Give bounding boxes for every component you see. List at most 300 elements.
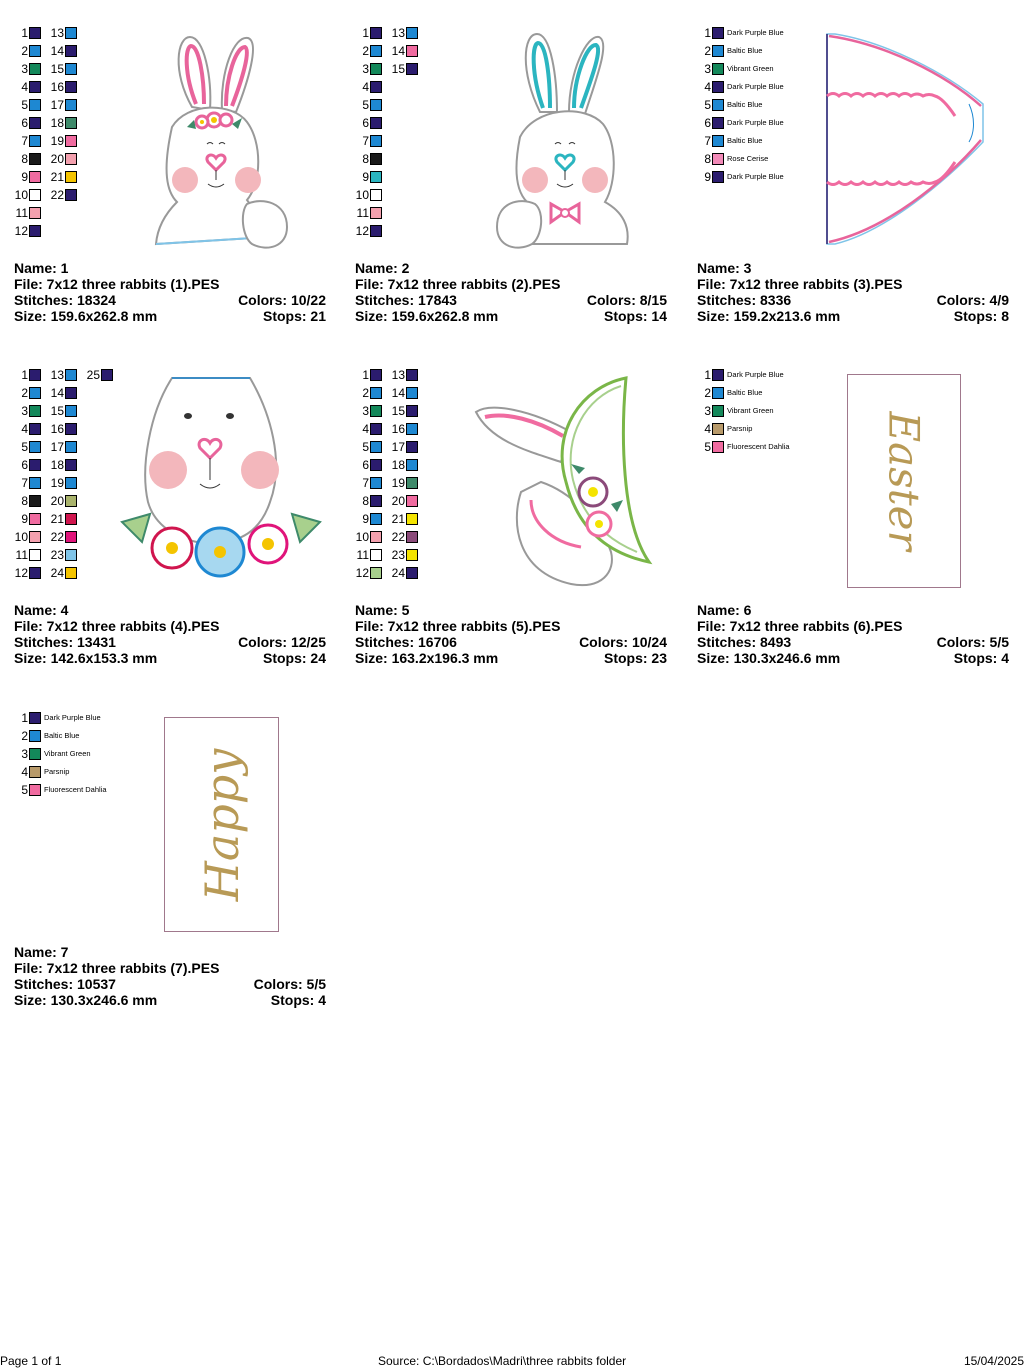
color-swatch-row bbox=[50, 134, 77, 148]
color-swatch bbox=[406, 441, 418, 453]
color-swatch bbox=[712, 405, 724, 417]
color-swatch bbox=[406, 477, 418, 489]
color-swatch bbox=[406, 405, 418, 417]
color-swatch-row bbox=[50, 422, 77, 436]
color-swatch bbox=[370, 441, 382, 453]
color-swatch bbox=[29, 225, 41, 237]
color-swatch-row bbox=[355, 206, 382, 220]
color-index: 5 bbox=[362, 440, 369, 454]
color-index: 4 bbox=[21, 422, 28, 436]
color-swatch bbox=[29, 369, 41, 381]
color-swatch-row bbox=[14, 711, 101, 725]
color-swatch bbox=[29, 730, 41, 742]
color-swatch bbox=[29, 117, 41, 129]
color-index: 10 bbox=[355, 188, 369, 202]
color-swatch bbox=[65, 27, 77, 39]
color-swatch-row bbox=[14, 765, 69, 779]
color-index: 3 bbox=[704, 404, 711, 418]
color-swatch-row bbox=[50, 152, 77, 166]
color-index: 15 bbox=[391, 62, 405, 76]
color-swatch bbox=[65, 531, 77, 543]
design-name: Name: 3 bbox=[697, 260, 752, 276]
color-index: 6 bbox=[21, 458, 28, 472]
color-swatch bbox=[370, 531, 382, 543]
color-swatch bbox=[65, 153, 77, 165]
color-swatch bbox=[65, 549, 77, 561]
color-swatch bbox=[65, 423, 77, 435]
design-size: Size: 142.6x153.3 mm bbox=[14, 650, 158, 666]
design-stitches: Stitches: 16706 bbox=[355, 634, 457, 650]
color-swatch-row bbox=[50, 458, 77, 472]
design-file: File: 7x12 three rabbits (2).PES bbox=[355, 276, 561, 292]
rabbit-1-image bbox=[152, 32, 292, 252]
color-index: 7 bbox=[704, 134, 711, 148]
thread-name: Vibrant Green bbox=[44, 749, 91, 758]
design-name: Name: 2 bbox=[355, 260, 410, 276]
design-colors: Colors: 8/15 bbox=[586, 292, 667, 308]
easter-script-text: Easter bbox=[879, 411, 929, 551]
page-number: Page 1 of 1 bbox=[0, 1354, 62, 1368]
color-swatch bbox=[712, 45, 724, 57]
design-colors: Colors: 10/24 bbox=[579, 634, 667, 650]
color-index: 22 bbox=[50, 530, 64, 544]
color-index: 24 bbox=[391, 566, 405, 580]
color-swatch-row bbox=[14, 512, 41, 526]
color-swatch bbox=[370, 549, 382, 561]
color-index: 7 bbox=[21, 476, 28, 490]
color-index: 8 bbox=[21, 494, 28, 508]
color-swatch-row bbox=[697, 116, 784, 130]
color-swatch-row bbox=[14, 44, 41, 58]
design-file: File: 7x12 three rabbits (7).PES bbox=[14, 960, 220, 976]
color-swatch bbox=[65, 81, 77, 93]
color-index: 16 bbox=[391, 422, 405, 436]
color-index: 1 bbox=[21, 711, 28, 725]
color-index: 11 bbox=[15, 206, 28, 220]
color-swatch bbox=[65, 99, 77, 111]
color-swatch bbox=[29, 459, 41, 471]
color-swatch-row bbox=[355, 476, 382, 490]
design-stops: Stops: 23 bbox=[603, 650, 667, 666]
rabbit-face-flowers-image bbox=[120, 372, 324, 592]
design-stops: Stops: 21 bbox=[262, 308, 326, 324]
color-index: 19 bbox=[50, 134, 64, 148]
color-swatch bbox=[65, 567, 77, 579]
color-index: 11 bbox=[356, 548, 369, 562]
color-swatch-row bbox=[355, 170, 382, 184]
color-index: 4 bbox=[362, 80, 369, 94]
color-swatch-row bbox=[14, 494, 41, 508]
design-card-2 bbox=[355, 26, 675, 356]
thread-name: Baltic Blue bbox=[727, 388, 763, 397]
color-index: 11 bbox=[356, 206, 369, 220]
thread-name: Dark Purple Blue bbox=[44, 713, 101, 722]
design-size: Size: 159.2x213.6 mm bbox=[697, 308, 841, 324]
rabbit-2-image bbox=[495, 32, 635, 252]
color-index: 4 bbox=[704, 422, 711, 436]
color-swatch bbox=[370, 477, 382, 489]
color-index: 5 bbox=[21, 440, 28, 454]
color-swatch-row bbox=[391, 458, 418, 472]
color-swatch-row bbox=[697, 80, 784, 94]
color-index: 2 bbox=[21, 44, 28, 58]
color-swatch-row bbox=[14, 206, 41, 220]
color-swatch-row bbox=[697, 134, 762, 148]
color-index: 21 bbox=[50, 512, 64, 526]
color-swatch bbox=[370, 171, 382, 183]
color-swatch bbox=[101, 369, 113, 381]
color-swatch-row bbox=[355, 440, 382, 454]
design-info bbox=[355, 602, 667, 666]
color-swatch bbox=[65, 63, 77, 75]
color-swatch bbox=[65, 369, 77, 381]
design-size: Size: 130.3x246.6 mm bbox=[697, 650, 841, 666]
color-swatch-row bbox=[50, 548, 77, 562]
color-swatch bbox=[370, 99, 382, 111]
color-swatch-row bbox=[697, 26, 784, 40]
color-index: 14 bbox=[50, 44, 64, 58]
color-swatch-row bbox=[697, 440, 790, 454]
color-index: 2 bbox=[704, 386, 711, 400]
color-swatch bbox=[65, 135, 77, 147]
thread-name: Baltic Blue bbox=[727, 46, 763, 55]
color-index: 22 bbox=[50, 188, 64, 202]
color-swatch-row bbox=[14, 729, 79, 743]
color-swatch-row bbox=[14, 224, 41, 238]
color-swatch bbox=[29, 441, 41, 453]
color-index: 13 bbox=[50, 26, 64, 40]
design-card-5 bbox=[355, 368, 675, 698]
color-swatch-row bbox=[391, 404, 418, 418]
color-index: 3 bbox=[362, 404, 369, 418]
design-info bbox=[697, 602, 1009, 666]
color-swatch bbox=[712, 63, 724, 75]
color-swatch bbox=[29, 531, 41, 543]
color-swatch-row bbox=[14, 134, 41, 148]
color-swatch-row bbox=[697, 422, 752, 436]
color-swatch bbox=[65, 405, 77, 417]
color-swatch bbox=[406, 549, 418, 561]
design-stops: Stops: 4 bbox=[953, 650, 1009, 666]
color-swatch-row bbox=[697, 152, 768, 166]
color-swatch-row bbox=[14, 170, 41, 184]
color-swatch bbox=[370, 81, 382, 93]
color-swatch-row bbox=[355, 152, 382, 166]
color-swatch-row bbox=[50, 494, 77, 508]
color-index: 21 bbox=[391, 512, 405, 526]
color-index: 9 bbox=[362, 170, 369, 184]
color-index: 24 bbox=[50, 566, 64, 580]
color-swatch-row bbox=[50, 98, 77, 112]
color-swatch bbox=[712, 135, 724, 147]
design-size: Size: 159.6x262.8 mm bbox=[355, 308, 499, 324]
color-swatch-row bbox=[697, 98, 762, 112]
color-swatch bbox=[370, 189, 382, 201]
design-file: File: 7x12 three rabbits (4).PES bbox=[14, 618, 220, 634]
color-index: 12 bbox=[355, 566, 369, 580]
design-file: File: 7x12 three rabbits (6).PES bbox=[697, 618, 903, 634]
color-swatch bbox=[712, 387, 724, 399]
color-index: 5 bbox=[362, 98, 369, 112]
color-swatch-row bbox=[391, 62, 418, 76]
color-swatch-row bbox=[14, 80, 41, 94]
color-swatch-row bbox=[14, 548, 41, 562]
color-swatch bbox=[712, 369, 724, 381]
color-swatch bbox=[65, 459, 77, 471]
color-swatch bbox=[29, 423, 41, 435]
color-swatch-row bbox=[391, 512, 418, 526]
color-swatch bbox=[406, 495, 418, 507]
color-swatch bbox=[406, 423, 418, 435]
color-index: 14 bbox=[50, 386, 64, 400]
color-swatch bbox=[712, 117, 724, 129]
color-index: 23 bbox=[50, 548, 64, 562]
color-index: 8 bbox=[362, 494, 369, 508]
thread-name: Vibrant Green bbox=[727, 406, 774, 415]
color-swatch-row bbox=[14, 476, 41, 490]
color-index: 15 bbox=[391, 404, 405, 418]
design-size: Size: 163.2x196.3 mm bbox=[355, 650, 499, 666]
color-swatch bbox=[29, 45, 41, 57]
color-index: 1 bbox=[362, 368, 369, 382]
design-info bbox=[14, 944, 326, 1008]
design-file: File: 7x12 three rabbits (1).PES bbox=[14, 276, 220, 292]
design-colors: Colors: 5/5 bbox=[936, 634, 1009, 650]
color-index: 5 bbox=[704, 440, 711, 454]
color-swatch bbox=[370, 387, 382, 399]
design-name: Name: 7 bbox=[14, 944, 69, 960]
color-index: 19 bbox=[50, 476, 64, 490]
color-swatch-row bbox=[14, 422, 41, 436]
color-swatch bbox=[370, 495, 382, 507]
color-swatch-row bbox=[697, 404, 774, 418]
color-swatch bbox=[370, 63, 382, 75]
color-swatch-row bbox=[14, 368, 41, 382]
color-index: 6 bbox=[21, 116, 28, 130]
color-swatch bbox=[65, 513, 77, 525]
color-index: 25 bbox=[86, 368, 100, 382]
color-swatch bbox=[29, 549, 41, 561]
color-swatch-row bbox=[14, 458, 41, 472]
color-index: 9 bbox=[362, 512, 369, 526]
color-swatch-row bbox=[50, 170, 77, 184]
color-swatch bbox=[29, 27, 41, 39]
color-index: 16 bbox=[50, 422, 64, 436]
color-swatch-row bbox=[391, 422, 418, 436]
color-swatch bbox=[370, 225, 382, 237]
design-stitches: Stitches: 18324 bbox=[14, 292, 116, 308]
color-index: 15 bbox=[50, 62, 64, 76]
color-index: 7 bbox=[362, 476, 369, 490]
color-swatch-row bbox=[391, 566, 418, 580]
color-swatch bbox=[29, 495, 41, 507]
color-swatch bbox=[712, 99, 724, 111]
color-swatch bbox=[29, 748, 41, 760]
color-swatch-row bbox=[14, 440, 41, 454]
color-index: 6 bbox=[704, 116, 711, 130]
design-info bbox=[14, 260, 326, 324]
color-swatch-row bbox=[697, 386, 762, 400]
color-swatch-row bbox=[50, 26, 77, 40]
color-swatch-row bbox=[697, 368, 784, 382]
design-stops: Stops: 14 bbox=[603, 308, 667, 324]
thread-name: Dark Purple Blue bbox=[727, 118, 784, 127]
color-swatch-row bbox=[355, 566, 382, 580]
color-index: 14 bbox=[391, 386, 405, 400]
color-swatch-row bbox=[14, 566, 41, 580]
color-index: 1 bbox=[362, 26, 369, 40]
color-swatch-row bbox=[391, 476, 418, 490]
color-swatch-row bbox=[50, 44, 77, 58]
design-name: Name: 4 bbox=[14, 602, 69, 618]
color-index: 18 bbox=[50, 116, 64, 130]
color-swatch bbox=[406, 27, 418, 39]
design-info bbox=[14, 602, 326, 666]
design-card-6 bbox=[697, 368, 1017, 698]
color-index: 9 bbox=[704, 170, 711, 184]
color-swatch bbox=[65, 171, 77, 183]
rabbit-ears-hat-image bbox=[471, 372, 661, 592]
color-index: 17 bbox=[50, 440, 64, 454]
color-index: 10 bbox=[14, 530, 28, 544]
color-swatch bbox=[29, 387, 41, 399]
color-swatch bbox=[65, 189, 77, 201]
color-swatch bbox=[712, 27, 724, 39]
color-index: 1 bbox=[704, 26, 711, 40]
color-index: 20 bbox=[391, 494, 405, 508]
color-swatch bbox=[370, 405, 382, 417]
design-stitches: Stitches: 10537 bbox=[14, 976, 116, 992]
color-swatch-row bbox=[50, 530, 77, 544]
color-swatch bbox=[370, 153, 382, 165]
color-swatch bbox=[29, 153, 41, 165]
color-swatch-row bbox=[50, 512, 77, 526]
color-swatch-row bbox=[355, 548, 382, 562]
color-swatch bbox=[29, 477, 41, 489]
color-index: 4 bbox=[704, 80, 711, 94]
color-swatch-row bbox=[391, 386, 418, 400]
color-swatch-row bbox=[14, 188, 41, 202]
color-index: 18 bbox=[391, 458, 405, 472]
color-swatch-row bbox=[355, 512, 382, 526]
color-swatch-row bbox=[355, 386, 382, 400]
color-swatch-row bbox=[50, 566, 77, 580]
color-swatch-row bbox=[50, 116, 77, 130]
color-swatch bbox=[29, 405, 41, 417]
design-stops: Stops: 24 bbox=[262, 650, 326, 666]
color-index: 6 bbox=[362, 458, 369, 472]
color-swatch bbox=[712, 423, 724, 435]
color-swatch-row bbox=[355, 494, 382, 508]
color-swatch-row bbox=[50, 404, 77, 418]
design-size: Size: 130.3x246.6 mm bbox=[14, 992, 158, 1008]
color-index: 7 bbox=[21, 134, 28, 148]
color-index: 3 bbox=[704, 62, 711, 76]
color-index: 14 bbox=[391, 44, 405, 58]
color-swatch-row bbox=[355, 116, 382, 130]
color-swatch bbox=[406, 45, 418, 57]
color-index: 2 bbox=[21, 729, 28, 743]
color-swatch-row bbox=[355, 404, 382, 418]
color-index: 9 bbox=[21, 512, 28, 526]
color-index: 12 bbox=[14, 566, 28, 580]
color-swatch bbox=[712, 441, 724, 453]
color-swatch bbox=[65, 441, 77, 453]
color-swatch bbox=[406, 567, 418, 579]
color-swatch bbox=[370, 27, 382, 39]
color-swatch-row bbox=[391, 368, 418, 382]
color-index: 13 bbox=[391, 26, 405, 40]
design-card-1 bbox=[14, 26, 334, 356]
print-date: 15/04/2025 bbox=[963, 1354, 1024, 1368]
color-swatch bbox=[29, 207, 41, 219]
design-file: File: 7x12 three rabbits (5).PES bbox=[355, 618, 561, 634]
color-swatch bbox=[29, 189, 41, 201]
color-index: 15 bbox=[50, 404, 64, 418]
color-index: 1 bbox=[704, 368, 711, 382]
egg-half-image bbox=[825, 32, 987, 246]
color-swatch-row bbox=[14, 98, 41, 112]
color-swatch-row bbox=[355, 26, 382, 40]
color-index: 23 bbox=[391, 548, 405, 562]
color-swatch-row bbox=[391, 530, 418, 544]
color-swatch bbox=[712, 171, 724, 183]
thread-name: Dark Purple Blue bbox=[727, 370, 784, 379]
color-index: 17 bbox=[50, 98, 64, 112]
color-swatch-row bbox=[86, 368, 113, 382]
color-swatch bbox=[406, 531, 418, 543]
color-swatch bbox=[406, 459, 418, 471]
design-colors: Colors: 10/22 bbox=[238, 292, 326, 308]
color-swatch-row bbox=[50, 440, 77, 454]
color-swatch-row bbox=[14, 747, 91, 761]
color-swatch bbox=[65, 117, 77, 129]
color-swatch bbox=[370, 423, 382, 435]
thread-name: Dark Purple Blue bbox=[727, 28, 784, 37]
color-swatch bbox=[712, 81, 724, 93]
design-stops: Stops: 4 bbox=[270, 992, 326, 1008]
color-swatch-row bbox=[50, 368, 77, 382]
design-card-3 bbox=[697, 26, 1017, 356]
design-colors: Colors: 5/5 bbox=[253, 976, 326, 992]
color-swatch-row bbox=[355, 224, 382, 238]
color-swatch-row bbox=[355, 134, 382, 148]
color-swatch-row bbox=[14, 62, 41, 76]
color-swatch bbox=[370, 207, 382, 219]
color-index: 20 bbox=[50, 152, 64, 166]
design-stitches: Stitches: 8336 bbox=[697, 292, 792, 308]
color-swatch bbox=[370, 117, 382, 129]
thread-name: Parsnip bbox=[44, 767, 70, 776]
thread-name: Fluorescent Dahlia bbox=[44, 785, 107, 794]
design-stitches: Stitches: 13431 bbox=[14, 634, 116, 650]
color-swatch-row bbox=[14, 116, 41, 130]
color-swatch bbox=[29, 99, 41, 111]
color-index: 8 bbox=[362, 152, 369, 166]
color-index: 5 bbox=[21, 783, 28, 797]
color-swatch-row bbox=[355, 98, 382, 112]
color-swatch-row bbox=[14, 386, 41, 400]
color-swatch bbox=[29, 171, 41, 183]
design-info bbox=[355, 260, 667, 324]
color-swatch bbox=[29, 63, 41, 75]
color-swatch-row bbox=[355, 422, 382, 436]
color-index: 5 bbox=[704, 98, 711, 112]
design-colors: Colors: 12/25 bbox=[238, 634, 326, 650]
color-index: 8 bbox=[21, 152, 28, 166]
color-swatch-row bbox=[355, 188, 382, 202]
color-swatch-row bbox=[50, 476, 77, 490]
